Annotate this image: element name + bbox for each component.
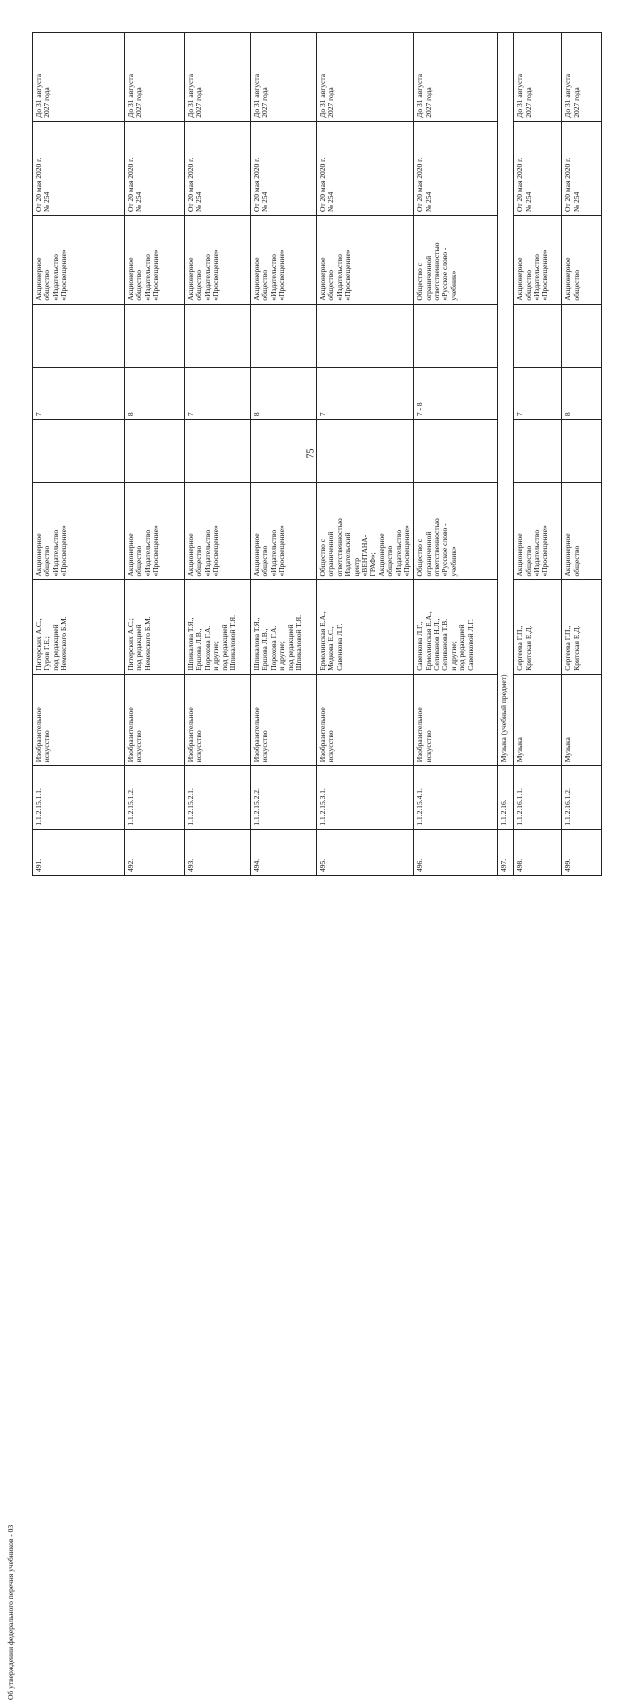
row-order [317,121,414,215]
row-code: 1.1.2.16.1.1. [514,766,562,829]
row-empty-cell [562,420,602,483]
row-organization-line: Акционерное [515,257,525,301]
row-authors [125,580,185,674]
row-authors-line: Ермолинская Е.А., [318,611,327,671]
row-valid-until-line: 2027 года [134,87,144,118]
table-row [251,33,317,876]
row-publisher-line: Акционерное [34,533,43,577]
row-organization-line: общество [260,269,270,301]
row-grade: 7 - 8 [414,368,498,420]
row-authors-line: Ермолинская Е.А., [423,611,433,671]
page-number: 75 [305,448,317,459]
row-organization-line: общество [326,269,336,301]
row-order [514,121,562,215]
row-authors-line: Савенковой Л.Г. [465,619,475,671]
row-organization [251,216,317,305]
row-valid-until-line: До 31 августа [252,73,261,118]
row-publisher-line: Общество с [318,538,327,577]
row-authors-line: Ершова Л.В., [260,628,270,671]
row-publisher [317,483,414,580]
row-organization-line: «Просвещение» [151,249,161,301]
row-authors-line: и другие; [211,641,221,671]
row-empty-cell [562,304,602,367]
row-organization-line: Акционерное [563,257,573,301]
row-grade: 8 [562,368,602,420]
row-valid-until-line: 2027 года [260,87,270,118]
row-publisher-line: «Просвещение» [59,525,69,577]
row-publisher-line: «ВЕНТАНА- [359,534,369,577]
row-valid-until-line: 2027 года [423,87,433,118]
row-organization-line: «Просвещение» [343,249,353,301]
row-order-line: № 254 [326,191,336,213]
row-order-line: От 20 мая 2020 г. [515,157,525,213]
row-organization-line: Акционерное [126,257,135,301]
row-authors-line: Сергеева Г.П., [563,625,573,671]
row-empty-cell [317,304,414,367]
row-order-line: От 20 мая 2020 г. [252,157,261,213]
row-publisher-line: Акционерное [515,533,525,577]
row-publisher-line: ограниченной [326,531,336,577]
row-authors-line: под редакцией [219,624,229,671]
rotated-table-wrapper [32,32,632,876]
row-organization-line: «Издательство [202,254,212,301]
row-order-line: От 20 мая 2020 г. [563,157,573,213]
row-publisher-line: ГРАФ»; [368,552,378,577]
row-organization-line: Акционерное [318,257,327,301]
row-authors [33,580,125,674]
table-row [498,33,514,876]
row-valid-until-line: До 31 августа [318,73,327,118]
row-code: 1.1.2.16. [498,766,514,829]
row-publisher-line: Общество с [415,538,425,577]
row-organization-line: учебник» [448,270,458,301]
row-authors [414,580,498,674]
row-order [125,121,185,215]
row-publisher-line: Издательский [343,532,353,577]
row-organization-line: Общество с [415,263,425,301]
row-authors-line: Питерских А.С.; [126,618,135,671]
textbook-table [32,32,602,876]
row-order-line: № 254 [523,191,533,213]
row-publisher-line: «Издательство [202,529,212,577]
row-order-line: От 20 мая 2020 г. [126,157,135,213]
row-order [185,121,251,215]
table-row [514,33,562,876]
row-order-line: № 254 [423,191,433,213]
row-valid-until-line: 2027 года [571,87,581,118]
row-valid-until-line: До 31 августа [415,73,425,118]
row-subject: Изобразительное искусство [125,674,185,765]
row-empty-cell [185,304,251,367]
row-publisher-line: ответственностью [334,518,344,577]
row-authors-line: Шпикалова Т.Я., [252,617,261,671]
row-publisher-line: Акционерное [376,533,386,577]
row-subject: Изобразительное искусство [251,674,317,765]
row-publisher-line: Акционерное [126,533,135,577]
row-valid-until-line: 2027 года [326,87,336,118]
row-authors-line: под редакцией [50,624,60,671]
row-publisher-line: общество [385,545,395,577]
row-empty-cell [414,304,498,367]
row-order-line: № 254 [571,191,581,213]
row-order-line: № 254 [260,191,270,213]
row-organization-line: Акционерное [186,257,195,301]
row-empty-cell [251,304,317,367]
row-publisher-line: центр [351,558,361,577]
row-publisher-line: «Издательство [393,529,403,577]
row-authors [317,580,414,674]
row-authors-line: и другие; [277,641,287,671]
table-row [125,33,185,876]
row-organization-line: «Издательство [334,254,344,301]
row-empty-cell [125,304,185,367]
row-number: 491. [33,829,125,875]
row-order [33,121,125,215]
row-publisher [562,483,602,580]
row-order-line: № 254 [42,191,52,213]
row-authors-line: Шпикалова Т.Я., [186,617,195,671]
row-order-line: № 254 [134,191,144,213]
row-valid-until [514,33,562,122]
row-authors [514,580,562,674]
row-authors [562,580,602,674]
row-publisher [514,483,562,580]
table-body [33,33,602,876]
row-organization-line: ответственностью [432,242,442,301]
row-publisher [33,483,125,580]
section-title: Музыка (учебный предмет) [498,33,514,766]
row-authors [251,580,317,674]
row-organization-line: общество [194,269,204,301]
row-publisher-line: общество [571,545,581,577]
row-publisher-line: Акционерное [563,533,573,577]
row-authors-line: Порохова Г.А. [268,625,278,671]
row-authors-line: Питерских А.С., [34,618,43,671]
row-empty-cell [251,420,317,483]
row-grade: 7 [33,368,125,420]
row-authors-line: Гуров Г.Е.; [42,636,52,671]
footer-note: Об утверждении федерального перечня учебников - 03 [6,1524,15,1700]
row-valid-until-line: До 31 августа [515,73,525,118]
row-publisher-line: ограниченной [423,531,433,577]
row-publisher-line: «Издательство [268,529,278,577]
row-empty-cell [514,304,562,367]
row-empty-cell [33,420,125,483]
row-authors-line: под редакцией [285,624,295,671]
row-publisher-line: учебник» [448,546,458,577]
row-organization [414,216,498,305]
row-grade: 8 [125,368,185,420]
row-organization-line: «Просвещение» [540,249,550,301]
row-publisher [414,483,498,580]
row-authors-line: Селиванов Н.Л., [432,618,442,671]
row-valid-until [562,33,602,122]
row-order [414,121,498,215]
table-row [33,33,125,876]
row-subject: Музыка [562,674,602,765]
row-empty-cell [514,420,562,483]
row-number: 494. [251,829,317,875]
row-valid-until [414,33,498,122]
row-empty-cell [317,420,414,483]
row-organization-line: «Издательство [532,254,542,301]
row-authors-line: Критская Е.Д. [571,625,581,671]
table-row [562,33,602,876]
row-number: 497. [498,829,514,875]
row-valid-until-line: 2027 года [42,87,52,118]
row-number: 493. [185,829,251,875]
row-valid-until-line: До 31 августа [126,73,135,118]
row-organization-line: «Просвещение» [277,249,287,301]
row-organization-line: ограниченной [423,255,433,301]
row-authors [185,580,251,674]
row-valid-until [185,33,251,122]
row-organization [514,216,562,305]
row-valid-until-line: До 31 августа [34,73,43,118]
row-valid-until [33,33,125,122]
row-order [562,121,602,215]
row-publisher-line: ответственностью [432,518,442,577]
row-authors-line: Неменского Б.М. [59,616,69,671]
row-publisher-line: «Русское слово - [440,523,450,577]
row-valid-until-line: 2027 года [523,87,533,118]
row-authors-line: Савенкова Л.Г., [415,621,425,671]
row-authors-line: Неменского Б.М. [142,616,152,671]
row-authors-line: Шпикаловой Т.Я. [293,615,303,671]
row-organization-line: «Просвещение» [211,249,221,301]
table-row [185,33,251,876]
row-code: 1.1.2.15.3.1. [317,766,414,829]
row-subject: Изобразительное искусство [317,674,414,765]
row-grade: 7 [185,368,251,420]
row-publisher-line: «Издательство [142,529,152,577]
row-valid-until-line: До 31 августа [563,73,573,118]
row-code: 1.1.2.15.1.2. [125,766,185,829]
row-code: 1.1.2.15.4.1. [414,766,498,829]
row-grade: 7 [317,368,414,420]
row-number: 499. [562,829,602,875]
row-subject: Изобразительное искусство [33,674,125,765]
row-authors-line: Порохова Г.А. [202,625,212,671]
row-order-line: От 20 мая 2020 г. [318,157,327,213]
row-subject: Изобразительное искусство [185,674,251,765]
row-authors-line: и другие; [448,641,458,671]
row-authors-line: Критская Е.Д. [523,625,533,671]
row-publisher-line: общество [260,545,270,577]
row-subject: Музыка [514,674,562,765]
row-valid-until-line: 2027 года [194,87,204,118]
row-organization-line: Акционерное [252,257,261,301]
row-authors-line: Ершова Л.В., [194,628,204,671]
row-organization-line: общество [571,269,581,301]
row-number: 492. [125,829,185,875]
row-publisher-line: общество [523,545,533,577]
row-code: 1.1.2.15.2.2. [251,766,317,829]
row-authors-line: Медкова Е.С., [326,626,336,671]
row-publisher [125,483,185,580]
table-row [414,33,498,876]
row-empty-cell [33,304,125,367]
row-order-line: № 254 [194,191,204,213]
row-order [251,121,317,215]
row-subject: Изобразительное искусство [414,674,498,765]
row-authors-line: Шпикаловой Т.Я. [227,615,237,671]
row-publisher-line: общество [134,545,144,577]
row-organization-line: Акционерное [34,257,43,301]
row-authors-line: Савенкова Л.Г. [334,623,344,671]
table-row [317,33,414,876]
row-empty-cell [414,420,498,483]
row-organization-line: «Издательство [268,254,278,301]
row-publisher-line: «Просвещение» [211,525,221,577]
row-publisher [251,483,317,580]
row-valid-until [317,33,414,122]
row-valid-until [125,33,185,122]
row-order-line: От 20 мая 2020 г. [415,157,425,213]
row-organization [562,216,602,305]
row-organization-line: «Просвещение» [59,249,69,301]
row-empty-cell [185,420,251,483]
row-publisher-line: «Просвещение» [401,525,411,577]
row-code: 1.1.2.16.1.2. [562,766,602,829]
row-authors-line: Сергеева Г.П., [515,625,525,671]
row-organization [317,216,414,305]
row-publisher-line: Акционерное [186,533,195,577]
row-publisher-line: Акционерное [252,533,261,577]
row-valid-until-line: До 31 августа [186,73,195,118]
row-organization-line: «Русское слово - [440,247,450,301]
row-publisher-line: общество [194,545,204,577]
row-authors-line: под редакцией [457,624,467,671]
row-order-line: От 20 мая 2020 г. [34,157,43,213]
row-organization [185,216,251,305]
row-organization-line: общество [523,269,533,301]
row-grade: 8 [251,368,317,420]
row-empty-cell [125,420,185,483]
row-publisher [185,483,251,580]
row-publisher-line: «Издательство [50,529,60,577]
row-organization [125,216,185,305]
row-code: 1.1.2.15.2.1. [185,766,251,829]
row-publisher-line: «Просвещение» [151,525,161,577]
row-organization-line: «Издательство [142,254,152,301]
row-authors-line: Селиванова Т.В. [440,618,450,671]
row-organization [33,216,125,305]
row-publisher-line: общество [42,545,52,577]
row-publisher-line: «Просвещение» [540,525,550,577]
row-authors-line: под редакцией [134,624,144,671]
row-organization-line: «Издательство [50,254,60,301]
row-grade: 7 [514,368,562,420]
row-organization-line: общество [42,269,52,301]
row-valid-until [251,33,317,122]
row-publisher-line: «Издательство [532,529,542,577]
row-number: 496. [414,829,498,875]
row-number: 498. [514,829,562,875]
row-organization-line: общество [134,269,144,301]
row-order-line: От 20 мая 2020 г. [186,157,195,213]
row-code: 1.1.2.15.1.1. [33,766,125,829]
row-number: 495. [317,829,414,875]
row-publisher-line: «Просвещение» [277,525,287,577]
